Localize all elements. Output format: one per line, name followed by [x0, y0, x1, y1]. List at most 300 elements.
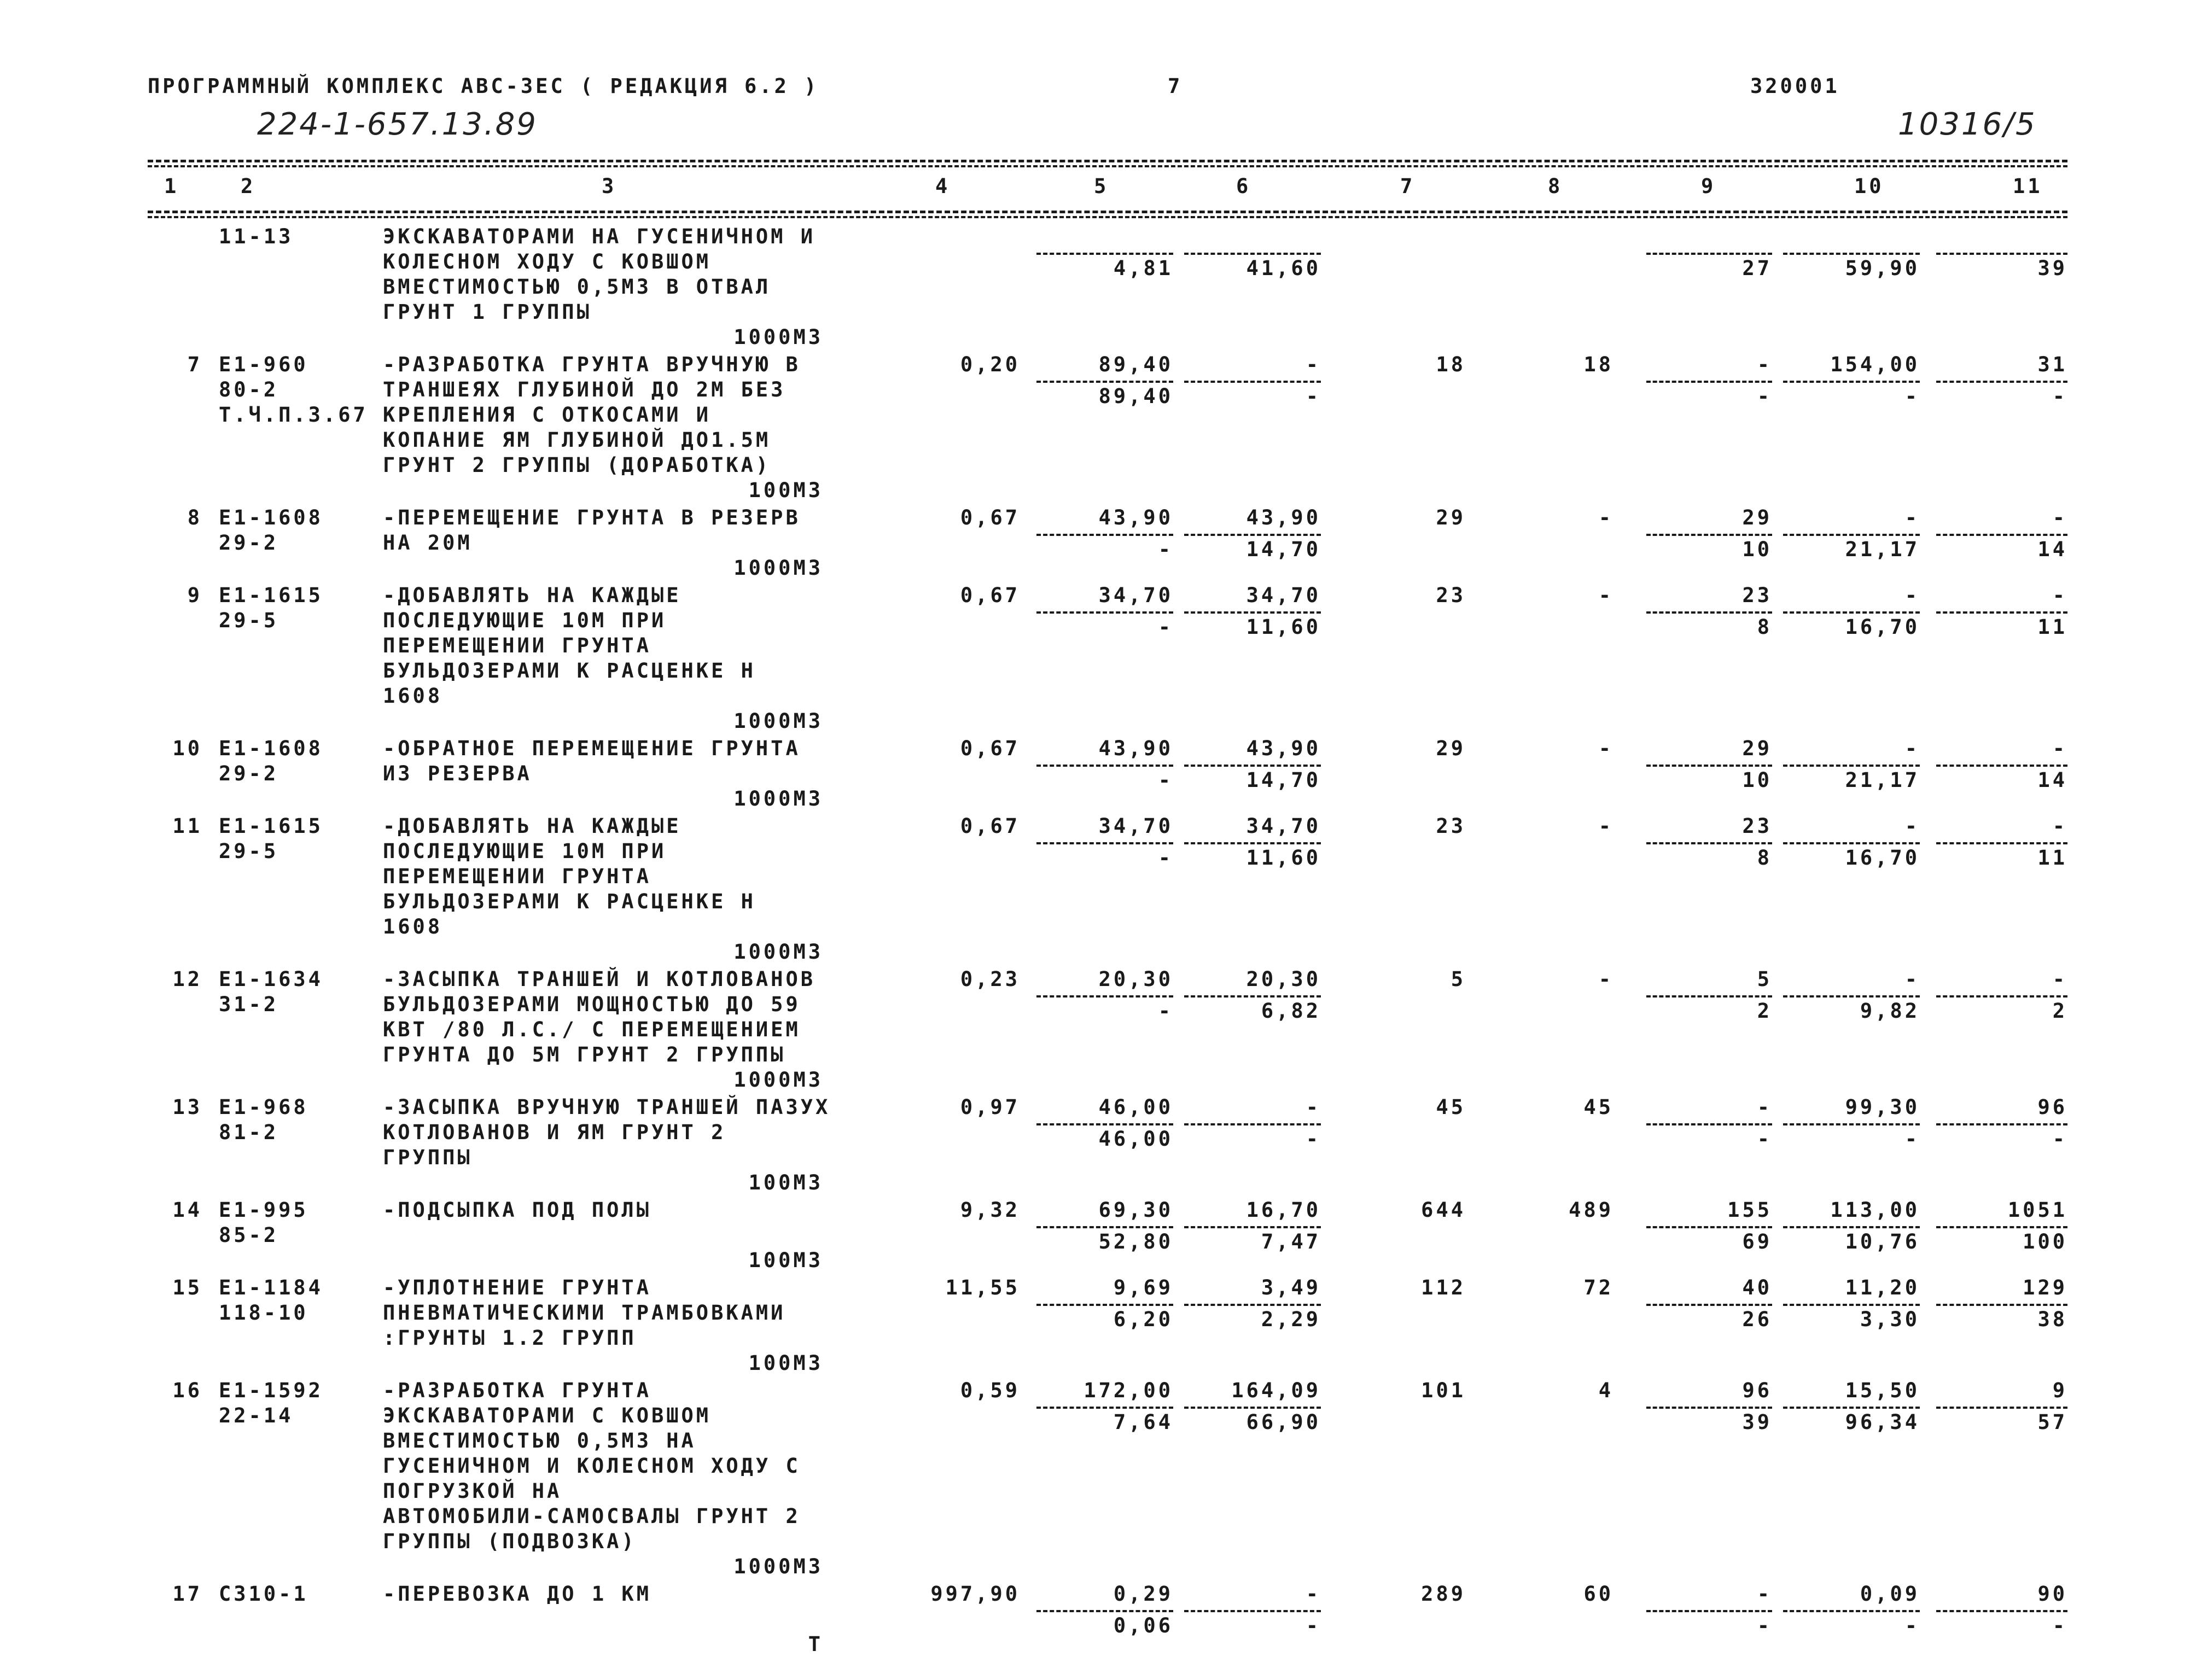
cell-c6-top: 43,90	[1246, 737, 1321, 760]
work-description: -УПЛОТНЕНИЕ ГРУНТА	[383, 1276, 651, 1299]
column-header-2: 2	[241, 174, 256, 198]
cell-c5-top: 89,40	[1098, 353, 1173, 376]
row-number: 11	[172, 814, 202, 838]
cell-col-8: 60	[1583, 1582, 1613, 1606]
separator-c10	[1783, 995, 1920, 998]
cell-col-8: 45	[1583, 1095, 1613, 1119]
cell-c10-top: 113,00	[1830, 1198, 1920, 1222]
cell-c6-top: 34,70	[1246, 584, 1321, 607]
cell-c6-top: 164,09	[1231, 1379, 1321, 1402]
cell-c10-top: -	[1904, 506, 1920, 529]
work-description: БУЛЬДОЗЕРАМИ К РАСЦЕНКЕ Н	[383, 890, 756, 913]
quantity: 0,67	[960, 814, 1020, 838]
cell-c6-bottom: 14,70	[1246, 768, 1321, 792]
work-description: -ДОБАВЛЯТЬ НА КАЖДЫЕ	[383, 584, 681, 607]
separator-c9	[1646, 765, 1772, 767]
row-number: 16	[172, 1379, 202, 1402]
cell-c11-bottom: 11	[2037, 615, 2067, 639]
separator-c10	[1783, 381, 1920, 383]
row-number: 9	[187, 584, 202, 607]
cell-c5-bottom: -	[1158, 768, 1173, 792]
norm-code: Е1-1608	[219, 506, 323, 529]
cell-col-7: 101	[1421, 1379, 1466, 1402]
row-number: 14	[172, 1198, 202, 1222]
cell-c9-top: 5	[1757, 967, 1772, 991]
work-description: -ПЕРЕВОЗКА ДО 1 КМ	[383, 1582, 651, 1606]
separator-c6	[1184, 534, 1321, 536]
column-header-10: 10	[1854, 174, 1884, 198]
cell-c9-bottom: 26	[1742, 1308, 1772, 1331]
page-number: 7	[1168, 74, 1183, 98]
cell-col-8: 72	[1583, 1276, 1613, 1299]
separator-c6	[1184, 1304, 1321, 1306]
cell-c9-top: 96	[1742, 1379, 1772, 1402]
separator-c10	[1783, 534, 1920, 536]
cell-c11-top: 9	[2052, 1379, 2067, 1402]
work-description: ВМЕСТИМОСТЬЮ 0,5М3 НА	[383, 1429, 696, 1452]
work-description: 1608	[383, 915, 443, 938]
separator-c5	[1036, 534, 1173, 536]
row-number: 12	[172, 967, 202, 991]
norm-code: Е1-968	[219, 1095, 308, 1119]
separator-c5	[1036, 995, 1173, 998]
norm-code: 11-13	[219, 225, 294, 248]
cell-c9-top: 29	[1742, 737, 1772, 760]
unit-of-measure: 100М3	[748, 1171, 823, 1194]
norm-code: Е1-1592	[219, 1379, 323, 1402]
cell-c9-top: -	[1757, 1095, 1772, 1119]
cell-c9-top: 29	[1742, 506, 1772, 529]
work-description: ПЕРЕМЕЩЕНИИ ГРУНТА	[383, 865, 651, 888]
top-rule-2	[148, 165, 2067, 167]
separator-c5	[1036, 1610, 1173, 1612]
separator-c9	[1646, 995, 1772, 998]
column-header-4: 4	[935, 174, 951, 198]
separator-c9	[1646, 1610, 1772, 1612]
cell-c11-bottom: 14	[2037, 538, 2067, 561]
separator-c6	[1184, 995, 1321, 998]
norm-code: 29-2	[219, 762, 279, 785]
cell-c10-bottom: -	[1904, 384, 1920, 408]
separator-c6	[1184, 381, 1321, 383]
cell-col-8: 18	[1583, 353, 1613, 376]
cell-c10-top: -	[1904, 737, 1920, 760]
cell-c6-top: 16,70	[1246, 1198, 1321, 1222]
column-header-5: 5	[1094, 174, 1109, 198]
column-header-7: 7	[1400, 174, 1416, 198]
separator-c10	[1783, 611, 1920, 614]
row-number: 15	[172, 1276, 202, 1299]
cell-c9-top: -	[1757, 353, 1772, 376]
separator-c11	[1936, 995, 2067, 998]
cell-c6-bottom: 6,82	[1261, 999, 1321, 1023]
norm-code: 29-2	[219, 531, 279, 555]
work-description: БУЛЬДОЗЕРАМИ К РАСЦЕНКЕ Н	[383, 659, 756, 682]
row-number: 13	[172, 1095, 202, 1119]
cell-c6-bottom: 41,60	[1246, 256, 1321, 280]
row-number: 8	[187, 506, 202, 529]
work-description: -ЗАСЫПКА ТРАНШЕЙ И КОТЛОВАНОВ	[383, 967, 816, 991]
quantity: 0,97	[960, 1095, 1020, 1119]
separator-c10	[1783, 253, 1920, 255]
cell-c5-bottom: -	[1158, 999, 1173, 1023]
separator-c5	[1036, 253, 1173, 255]
cell-col-8: -	[1598, 737, 1613, 760]
unit-of-measure: 100М3	[748, 479, 823, 502]
work-description: -РАЗРАБОТКА ГРУНТА	[383, 1379, 651, 1402]
unit-of-measure: 100М3	[748, 1249, 823, 1272]
cell-c6-bottom: 7,47	[1261, 1230, 1321, 1253]
cell-c10-top: 99,30	[1845, 1095, 1920, 1119]
cell-c9-bottom: 8	[1757, 615, 1772, 639]
cell-c10-bottom: 96,34	[1845, 1410, 1920, 1434]
work-description: ПОСЛЕДУЮЩИЕ 10М ПРИ	[383, 839, 667, 863]
norm-code: Е1-960	[219, 353, 308, 376]
cell-c5-bottom: 7,64	[1113, 1410, 1173, 1434]
work-description: ИЗ РЕЗЕРВА	[383, 762, 532, 785]
work-description: ГРУНТ 2 ГРУППЫ (ДОРАБОТКА)	[383, 453, 771, 477]
cell-col-8: 489	[1569, 1198, 1613, 1222]
separator-c9	[1646, 1304, 1772, 1306]
norm-code: Е1-1615	[219, 584, 323, 607]
norm-code: 29-5	[219, 609, 279, 632]
cell-c5-top: 0,29	[1113, 1582, 1173, 1606]
cell-c10-bottom: -	[1904, 1127, 1920, 1151]
cell-c9-bottom: 39	[1742, 1410, 1772, 1434]
cell-col-7: 29	[1436, 506, 1466, 529]
norm-code: Е1-1184	[219, 1276, 323, 1299]
separator-c6	[1184, 1226, 1321, 1228]
work-description: КОПАНИЕ ЯМ ГЛУБИНОЙ ДО1.5М	[383, 428, 771, 452]
cell-c6-top: 20,30	[1246, 967, 1321, 991]
norm-code: Е1-1615	[219, 814, 323, 838]
cell-c10-bottom: -	[1904, 1614, 1920, 1637]
unit-of-measure: 1000М3	[733, 1068, 823, 1092]
unit-of-measure: 1000М3	[733, 787, 823, 810]
separator-c9	[1646, 1123, 1772, 1125]
cell-c10-top: 15,50	[1845, 1379, 1920, 1402]
separator-c5	[1036, 1407, 1173, 1409]
cell-col-7: 23	[1436, 814, 1466, 838]
cell-col-7: 5	[1451, 967, 1466, 991]
separator-c11	[1936, 1226, 2067, 1228]
cell-c6-top: -	[1306, 1582, 1321, 1606]
work-description: 1608	[383, 684, 443, 708]
cell-c6-bottom: 11,60	[1246, 846, 1321, 870]
cell-c5-bottom: 89,40	[1098, 384, 1173, 408]
cell-c5-bottom: 46,00	[1098, 1127, 1173, 1151]
document-code: 320001	[1750, 74, 1840, 98]
row-number: 7	[187, 353, 202, 376]
cell-c11-top: -	[2052, 584, 2067, 607]
cell-c11-bottom: 100	[2023, 1230, 2067, 1253]
cell-c11-bottom: 11	[2037, 846, 2067, 870]
norm-code: 22-14	[219, 1404, 294, 1427]
cell-c5-top: 43,90	[1098, 506, 1173, 529]
cell-c10-bottom: 9,82	[1860, 999, 1920, 1023]
quantity: 0,67	[960, 584, 1020, 607]
work-description: КОТЛОВАНОВ И ЯМ ГРУНТ 2	[383, 1121, 726, 1144]
separator-c11	[1936, 253, 2067, 255]
column-header-6: 6	[1236, 174, 1251, 198]
cell-c9-bottom: 10	[1742, 768, 1772, 792]
work-description: -ПОДСЫПКА ПОД ПОЛЫ	[383, 1198, 651, 1222]
cell-c11-top: 31	[2037, 353, 2067, 376]
cell-c10-bottom: 21,17	[1845, 768, 1920, 792]
work-description: ПОГРУЗКОЙ НА	[383, 1479, 562, 1503]
program-title: ПРОГРАММНЫЙ КОМПЛЕКС АВС-3ЕС ( РЕДАКЦИЯ 6.2 )	[148, 74, 819, 98]
cell-col-7: 23	[1436, 584, 1466, 607]
norm-code: 29-5	[219, 839, 279, 863]
cell-col-8: -	[1598, 506, 1613, 529]
column-header-3: 3	[602, 174, 617, 198]
work-description: -РАЗРАБОТКА ГРУНТА ВРУЧНУЮ В	[383, 353, 801, 376]
cell-c10-bottom: 21,17	[1845, 538, 1920, 561]
work-description: ГРУНТА ДО 5М ГРУНТ 2 ГРУППЫ	[383, 1043, 786, 1066]
separator-c10	[1783, 1407, 1920, 1409]
unit-of-measure: 100М3	[748, 1351, 823, 1375]
work-description: ВМЕСТИМОСТЬЮ 0,5М3 В ОТВАЛ	[383, 275, 771, 299]
header-rule-1	[148, 211, 2067, 213]
separator-c6	[1184, 1407, 1321, 1409]
cell-c11-bottom: 2	[2052, 999, 2067, 1023]
cell-c5-top: 20,30	[1098, 967, 1173, 991]
cell-c9-top: 155	[1727, 1198, 1772, 1222]
column-header-11: 11	[2013, 174, 2043, 198]
cell-c6-top: 34,70	[1246, 814, 1321, 838]
work-description: ЭКСКАВАТОРАМИ С КОВШОМ	[383, 1404, 712, 1427]
top-rule-1	[148, 160, 2067, 162]
work-description: КВТ /80 Л.С./ С ПЕРЕМЕЩЕНИЕМ	[383, 1018, 801, 1041]
cell-col-8: -	[1598, 814, 1613, 838]
row-number: 10	[172, 737, 202, 760]
quantity: 9,32	[960, 1198, 1020, 1222]
cell-c5-bottom: 52,80	[1098, 1230, 1173, 1253]
separator-c6	[1184, 842, 1321, 844]
separator-c11	[1936, 1407, 2067, 1409]
separator-c5	[1036, 1123, 1173, 1125]
cell-c11-bottom: 39	[2037, 256, 2067, 280]
separator-c5	[1036, 765, 1173, 767]
column-header-1: 1	[164, 174, 179, 198]
separator-c6	[1184, 253, 1321, 255]
cell-c6-bottom: 11,60	[1246, 615, 1321, 639]
norm-code: 81-2	[219, 1121, 279, 1144]
cell-c9-bottom: -	[1757, 1614, 1772, 1637]
work-description: ГРУНТ 1 ГРУППЫ	[383, 300, 592, 324]
handwritten-sheet-number: 10316/5	[1898, 107, 2037, 142]
work-description: ЭКСКАВАТОРАМИ НА ГУСЕНИЧНОМ И	[383, 225, 816, 248]
cell-c6-bottom: 14,70	[1246, 538, 1321, 561]
cell-c5-bottom: 4,81	[1113, 256, 1173, 280]
cell-col-7: 289	[1421, 1582, 1466, 1606]
norm-code: Т.Ч.П.3.67	[219, 403, 368, 427]
separator-c11	[1936, 1123, 2067, 1125]
cell-c9-bottom: 8	[1757, 846, 1772, 870]
separator-c10	[1783, 842, 1920, 844]
separator-c9	[1646, 842, 1772, 844]
cell-c5-bottom: 6,20	[1113, 1308, 1173, 1331]
cell-c10-bottom: 16,70	[1845, 615, 1920, 639]
cell-c5-top: 34,70	[1098, 584, 1173, 607]
work-description: ГРУППЫ (ПОДВОЗКА)	[383, 1530, 637, 1553]
cell-c11-bottom: 57	[2037, 1410, 2067, 1434]
cell-c11-top: 96	[2037, 1095, 2067, 1119]
norm-code: 80-2	[219, 378, 279, 401]
row-number: 17	[172, 1582, 202, 1606]
separator-c11	[1936, 842, 2067, 844]
unit-of-measure: 1000М3	[733, 325, 823, 349]
cell-c9-top: -	[1757, 1582, 1772, 1606]
unit-of-measure: 1000М3	[733, 709, 823, 733]
work-description: КРЕПЛЕНИЯ С ОТКОСАМИ И	[383, 403, 712, 427]
cell-c11-top: 90	[2037, 1582, 2067, 1606]
unit-of-measure: Т	[808, 1632, 823, 1656]
cell-c5-top: 34,70	[1098, 814, 1173, 838]
cell-c5-top: 69,30	[1098, 1198, 1173, 1222]
cell-c5-top: 9,69	[1113, 1276, 1173, 1299]
separator-c10	[1783, 1226, 1920, 1228]
cell-col-7: 45	[1436, 1095, 1466, 1119]
work-description: ГРУППЫ	[383, 1146, 473, 1169]
cell-c9-top: 40	[1742, 1276, 1772, 1299]
separator-c5	[1036, 1304, 1173, 1306]
cell-c6-top: 43,90	[1246, 506, 1321, 529]
quantity: 997,90	[930, 1582, 1020, 1606]
cell-c11-top: -	[2052, 967, 2067, 991]
work-description: БУЛЬДОЗЕРАМИ МОЩНОСТЬЮ ДО 59	[383, 993, 801, 1016]
cell-c11-top: 129	[2023, 1276, 2067, 1299]
norm-code: С310-1	[219, 1582, 308, 1606]
cell-c11-bottom: -	[2052, 1127, 2067, 1151]
cell-c6-top: -	[1306, 1095, 1321, 1119]
separator-c9	[1646, 253, 1772, 255]
work-description: -ЗАСЫПКА ВРУЧНУЮ ТРАНШЕЙ ПАЗУХ	[383, 1095, 831, 1119]
separator-c11	[1936, 611, 2067, 614]
separator-c5	[1036, 381, 1173, 383]
quantity: 11,55	[945, 1276, 1020, 1299]
cell-c9-bottom: -	[1757, 1127, 1772, 1151]
separator-c9	[1646, 1226, 1772, 1228]
header-rule-2	[148, 216, 2067, 218]
cell-c10-bottom: 16,70	[1845, 846, 1920, 870]
separator-c10	[1783, 765, 1920, 767]
norm-code: Е1-1634	[219, 967, 323, 991]
work-description: ПНЕВМАТИЧЕСКИМИ ТРАМБОВКАМИ	[383, 1301, 786, 1325]
cell-c11-top: -	[2052, 506, 2067, 529]
separator-c11	[1936, 765, 2067, 767]
unit-of-measure: 1000М3	[733, 1555, 823, 1578]
work-description: ПЕРЕМЕЩЕНИИ ГРУНТА	[383, 634, 651, 657]
cell-c11-top: 1051	[2007, 1198, 2067, 1222]
cell-c9-bottom: 2	[1757, 999, 1772, 1023]
cell-c11-bottom: 38	[2037, 1308, 2067, 1331]
quantity: 0,20	[960, 353, 1020, 376]
cell-col-7: 18	[1436, 353, 1466, 376]
cell-c5-bottom: -	[1158, 538, 1173, 561]
cell-c6-bottom: -	[1306, 1127, 1321, 1151]
cell-col-7: 112	[1421, 1276, 1466, 1299]
cell-c9-top: 23	[1742, 814, 1772, 838]
cell-col-7: 29	[1436, 737, 1466, 760]
cell-c6-bottom: 2,29	[1261, 1308, 1321, 1331]
cell-c11-bottom: -	[2052, 1614, 2067, 1637]
quantity: 0,67	[960, 737, 1020, 760]
cell-c11-top: -	[2052, 814, 2067, 838]
separator-c5	[1036, 842, 1173, 844]
cell-c5-top: 172,00	[1084, 1379, 1173, 1402]
handwritten-project-number: 224-1-657.13.89	[257, 107, 538, 142]
cell-c5-top: 46,00	[1098, 1095, 1173, 1119]
cell-c10-top: -	[1904, 967, 1920, 991]
separator-c11	[1936, 1304, 2067, 1306]
separator-c9	[1646, 534, 1772, 536]
work-description: -ОБРАТНОЕ ПЕРЕМЕЩЕНИЕ ГРУНТА	[383, 737, 801, 760]
column-header-8: 8	[1548, 174, 1563, 198]
cell-c11-bottom: 14	[2037, 768, 2067, 792]
work-description: ПОСЛЕДУЮЩИЕ 10М ПРИ	[383, 609, 667, 632]
quantity: 0,67	[960, 506, 1020, 529]
unit-of-measure: 1000М3	[733, 556, 823, 580]
cell-c10-bottom: 10,76	[1845, 1230, 1920, 1253]
cell-c9-top: 23	[1742, 584, 1772, 607]
cell-c9-bottom: -	[1757, 384, 1772, 408]
cell-c5-top: 43,90	[1098, 737, 1173, 760]
cell-c10-bottom: 3,30	[1860, 1308, 1920, 1331]
cell-c10-top: -	[1904, 814, 1920, 838]
work-description: АВТОМОБИЛИ-САМОСВАЛЫ ГРУНТ 2	[383, 1504, 801, 1528]
separator-c6	[1184, 1123, 1321, 1125]
separator-c5	[1036, 611, 1173, 614]
cell-c11-bottom: -	[2052, 384, 2067, 408]
cell-c9-bottom: 27	[1742, 256, 1772, 280]
separator-c6	[1184, 765, 1321, 767]
cell-c6-top: -	[1306, 353, 1321, 376]
separator-c6	[1184, 611, 1321, 614]
cell-c9-bottom: 69	[1742, 1230, 1772, 1253]
cell-c10-top: 11,20	[1845, 1276, 1920, 1299]
norm-code: 31-2	[219, 993, 279, 1016]
cell-c5-bottom: 0,06	[1113, 1614, 1173, 1637]
work-description: НА 20М	[383, 531, 473, 555]
norm-code: 118-10	[219, 1301, 308, 1325]
separator-c9	[1646, 611, 1772, 614]
separator-c9	[1646, 381, 1772, 383]
cell-col-8: 4	[1598, 1379, 1613, 1402]
work-description: ТРАНШЕЯХ ГЛУБИНОЙ ДО 2М БЕЗ	[383, 378, 786, 401]
separator-c10	[1783, 1123, 1920, 1125]
separator-c11	[1936, 381, 2067, 383]
norm-code: 85-2	[219, 1223, 279, 1247]
norm-code: Е1-1608	[219, 737, 323, 760]
separator-c9	[1646, 1407, 1772, 1409]
cell-col-8: -	[1598, 967, 1613, 991]
separator-c10	[1783, 1304, 1920, 1306]
separator-c5	[1036, 1226, 1173, 1228]
work-description: КОЛЕСНОМ ХОДУ С КОВШОМ	[383, 250, 712, 273]
cell-c10-bottom: 59,90	[1845, 256, 1920, 280]
separator-c11	[1936, 534, 2067, 536]
cell-c6-top: 3,49	[1261, 1276, 1321, 1299]
cell-c5-bottom: -	[1158, 846, 1173, 870]
unit-of-measure: 1000М3	[733, 940, 823, 964]
cell-c5-bottom: -	[1158, 615, 1173, 639]
work-description: -ПЕРЕМЕЩЕНИЕ ГРУНТА В РЕЗЕРВ	[383, 506, 801, 529]
quantity: 0,23	[960, 967, 1020, 991]
separator-c11	[1936, 1610, 2067, 1612]
quantity: 0,59	[960, 1379, 1020, 1402]
separator-c10	[1783, 1610, 1920, 1612]
